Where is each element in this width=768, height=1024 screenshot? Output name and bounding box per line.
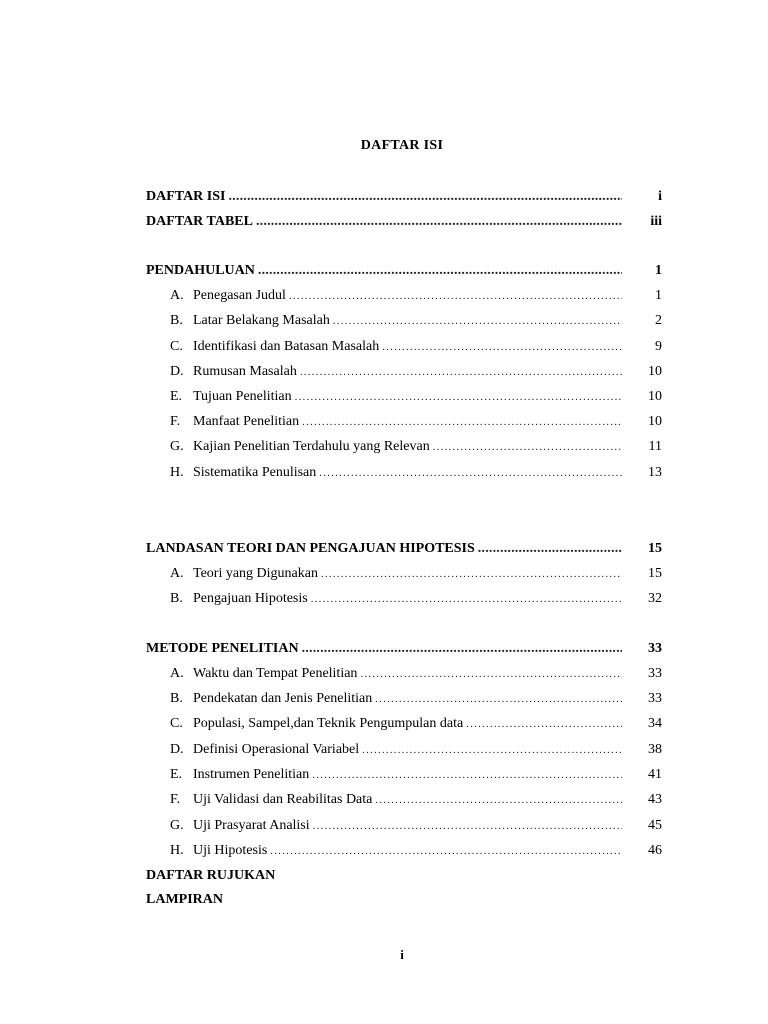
- toc-entry-daftar-isi[interactable]: [146, 187, 662, 207]
- toc-subentry-letter: B.: [170, 591, 183, 606]
- toc-subentry[interactable]: [170, 664, 662, 684]
- page-title: DAFTAR ISI: [360, 138, 444, 153]
- toc-entry-title: Teori yang Digunakan: [193, 566, 318, 581]
- toc-dot-leader: [321, 564, 622, 584]
- toc-dot-leader: [311, 589, 622, 609]
- toc-entry-title: LANDASAN TEORI DAN PENGAJUAN HIPOTESIS: [146, 541, 475, 556]
- toc-subentry-letter: G.: [170, 439, 184, 454]
- toc-entry-title: Instrumen Penelitian: [193, 767, 310, 782]
- toc-page-number: 43: [648, 792, 662, 807]
- toc-page-number: 11: [648, 439, 662, 454]
- toc-subentry[interactable]: [170, 564, 662, 584]
- toc-entry-daftar-tabel[interactable]: [146, 212, 662, 232]
- toc-dot-leader: [302, 639, 622, 659]
- toc-entry-landasan-teori[interactable]: [146, 539, 662, 559]
- toc-page-number: 45: [648, 818, 662, 833]
- toc-entry-title: PENDAHULUAN: [146, 263, 255, 278]
- toc-entry-title: Waktu dan Tempat Penelitian: [193, 666, 358, 681]
- toc-entry-title: Pengajuan Hipotesis: [193, 591, 308, 606]
- toc-dot-leader: [375, 689, 622, 709]
- toc-dot-leader: [466, 714, 622, 734]
- toc-page-number: 1: [655, 288, 662, 303]
- toc-entry-title: Tujuan Penelitian: [193, 389, 292, 404]
- toc-subentry-letter: H.: [170, 843, 184, 858]
- toc-entry-title: Identifikasi dan Batasan Masalah: [193, 339, 380, 354]
- toc-subentry-letter: C.: [170, 339, 183, 354]
- toc-entry-title: Kajian Penelitian Terdahulu yang Relevan: [193, 439, 430, 454]
- toc-page-number: 34: [648, 716, 662, 731]
- toc-dot-leader: [382, 337, 622, 357]
- toc-page-number: i: [658, 189, 662, 204]
- toc-page-number: 41: [648, 767, 662, 782]
- toc-entry-title: Populasi, Sampel,dan Teknik Pengumpulan data: [193, 716, 464, 731]
- toc-page-number: 46: [648, 843, 662, 858]
- toc-entry-title: Pendekatan dan Jenis Penelitian: [193, 691, 373, 706]
- footer-page-number: i: [400, 947, 404, 962]
- toc-subentry-letter: H.: [170, 465, 184, 480]
- toc-entry-title: Penegasan Judul: [193, 288, 286, 303]
- toc-entry-title: DAFTAR TABEL: [146, 214, 253, 229]
- toc-page-number: 38: [648, 742, 662, 757]
- toc-subentry[interactable]: [170, 412, 662, 432]
- toc-subentry-letter: C.: [170, 716, 183, 731]
- toc-dot-leader: [313, 816, 622, 836]
- toc-page-number: 2: [655, 313, 662, 328]
- toc-dot-leader: [270, 841, 622, 861]
- toc-entry-title: LAMPIRAN: [146, 892, 223, 907]
- toc-dot-leader: [362, 740, 622, 760]
- toc-dot-leader: [312, 765, 622, 785]
- toc-dot-leader: [295, 387, 622, 407]
- toc-entry-title: Definisi Operasional Variabel: [193, 742, 360, 757]
- toc-subentry[interactable]: [170, 362, 662, 382]
- toc-subentry-letter: B.: [170, 691, 183, 706]
- toc-entry-title: Uji Validasi dan Reabilitas Data: [193, 792, 373, 807]
- toc-dot-leader: [258, 261, 622, 281]
- toc-entry-title: METODE PENELITIAN: [146, 641, 299, 656]
- toc-subentry[interactable]: [170, 311, 662, 331]
- toc-page-number: 33: [648, 641, 662, 656]
- toc-subentry[interactable]: [170, 740, 662, 760]
- toc-subentry-letter: E.: [170, 389, 183, 404]
- toc-subentry[interactable]: [170, 589, 662, 609]
- toc-page-number: 15: [648, 566, 662, 581]
- toc-entry-title: Uji Hipotesis: [193, 843, 268, 858]
- toc-dot-leader: [302, 412, 622, 432]
- toc-entry-title: Rumusan Masalah: [193, 364, 297, 379]
- toc-subentry-letter: E.: [170, 767, 183, 782]
- toc-entry-title: Sistematika Penulisan: [193, 465, 317, 480]
- toc-subentry[interactable]: [170, 689, 662, 709]
- toc-subentry-letter: B.: [170, 313, 183, 328]
- toc-page-number: 32: [648, 591, 662, 606]
- toc-page-number: 1: [655, 263, 662, 278]
- toc-dot-leader: [360, 664, 622, 684]
- toc-dot-leader: [289, 286, 622, 306]
- toc-dot-leader: [228, 187, 622, 207]
- toc-dot-leader: [375, 790, 622, 810]
- toc-page-number: 15: [648, 541, 662, 556]
- toc-subentry-letter: D.: [170, 364, 184, 379]
- toc-subentry[interactable]: [170, 387, 662, 407]
- toc-subentry-letter: D.: [170, 742, 184, 757]
- toc-dot-leader: [300, 362, 622, 382]
- toc-subentry-letter: A.: [170, 288, 184, 303]
- toc-subentry-letter: F.: [170, 414, 181, 429]
- toc-subentry[interactable]: [170, 337, 662, 357]
- toc-page-number: 33: [648, 691, 662, 706]
- toc-subentry[interactable]: [170, 765, 662, 785]
- toc-subentry[interactable]: [170, 816, 662, 836]
- toc-subentry[interactable]: [170, 286, 662, 306]
- toc-entry-title: Uji Prasyarat Analisi: [193, 818, 310, 833]
- toc-entry-metode-penelitian[interactable]: [146, 639, 662, 659]
- toc-subentry[interactable]: [170, 790, 662, 810]
- toc-entry-title: DAFTAR RUJUKAN: [146, 868, 276, 883]
- toc-dot-leader: [319, 463, 622, 483]
- toc-page-number: 13: [648, 465, 662, 480]
- toc-entry-title: DAFTAR ISI: [146, 189, 226, 204]
- toc-page-number: 10: [648, 389, 662, 404]
- toc-page-number: 10: [648, 414, 662, 429]
- toc-page-number: iii: [650, 214, 662, 229]
- toc-subentry[interactable]: [170, 437, 662, 457]
- toc-subentry[interactable]: [170, 463, 662, 483]
- toc-subentry[interactable]: [170, 841, 662, 861]
- toc-page-number: 33: [648, 666, 662, 681]
- toc-dot-leader: [333, 311, 622, 331]
- toc-entry-title: Manfaat Penelitian: [193, 414, 300, 429]
- toc-dot-leader: [433, 437, 622, 457]
- toc-page-number: 10: [648, 364, 662, 379]
- toc-entry-lampiran[interactable]: [146, 890, 622, 910]
- toc-page-number: 9: [655, 339, 662, 354]
- toc-entry-title: Latar Belakang Masalah: [193, 313, 330, 328]
- toc-dot-leader: [256, 212, 622, 232]
- toc-subentry-letter: G.: [170, 818, 184, 833]
- toc-subentry[interactable]: [170, 714, 662, 734]
- toc-dot-leader: [478, 539, 622, 559]
- toc-subentry-letter: A.: [170, 666, 184, 681]
- toc-subentry-letter: F.: [170, 792, 181, 807]
- toc-entry-daftar-rujukan[interactable]: [146, 866, 622, 886]
- toc-entry-pendahuluan[interactable]: [146, 261, 662, 281]
- toc-subentry-letter: A.: [170, 566, 184, 581]
